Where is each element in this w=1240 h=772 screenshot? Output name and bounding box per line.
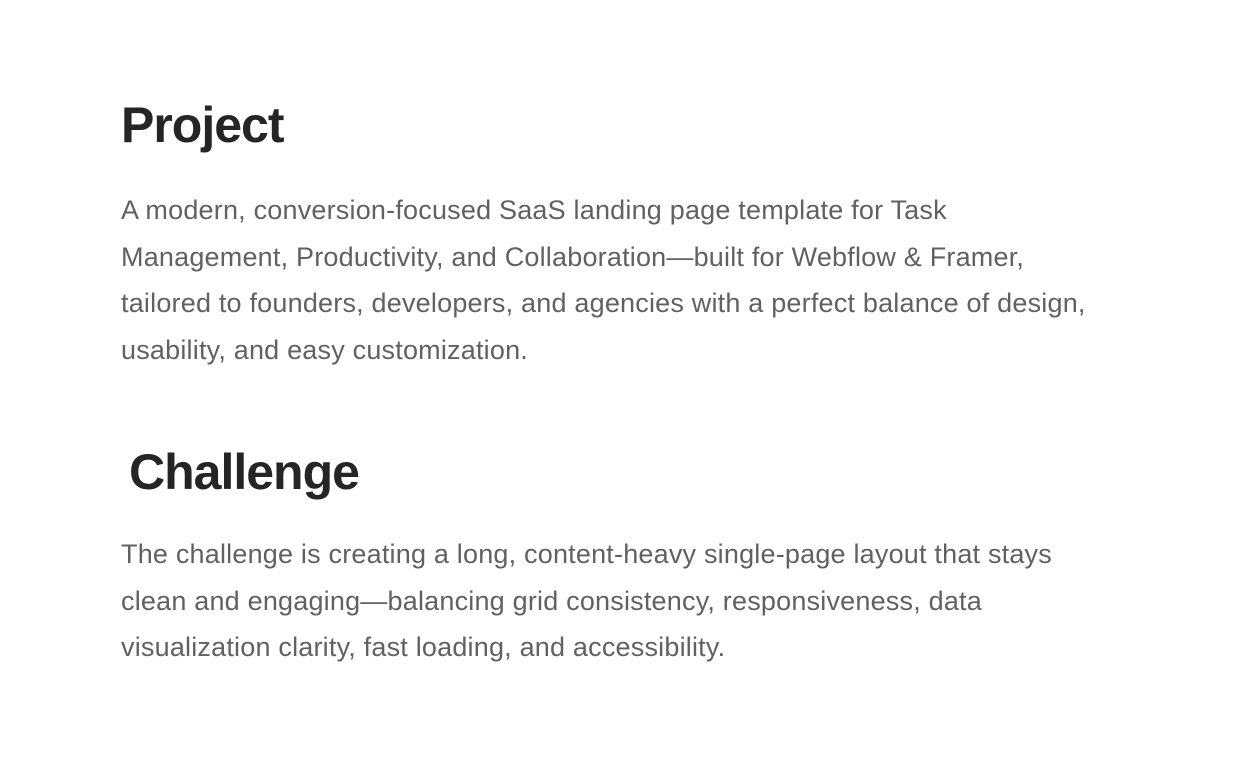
project-section [121,92,1111,373]
project-description: A modern, conversion-focused SaaS landing page template for Task Management, Productivity, and Collaboration—built for Webflow & Framer, tailored to founders, developers, and agencies with a perfect balance of design, usability, and easy customization. [121,195,1086,365]
challenge-section [121,439,1111,671]
project-heading: Project [121,97,284,153]
challenge-description: The challenge is creating a long, content-heavy single-page layout that stays clean and engaging—balancing grid consistency, responsiveness, data visualization clarity, fast loading, and accessibility. [121,539,1052,662]
case-study-content [121,92,1111,671]
challenge-heading: Challenge [129,444,359,500]
